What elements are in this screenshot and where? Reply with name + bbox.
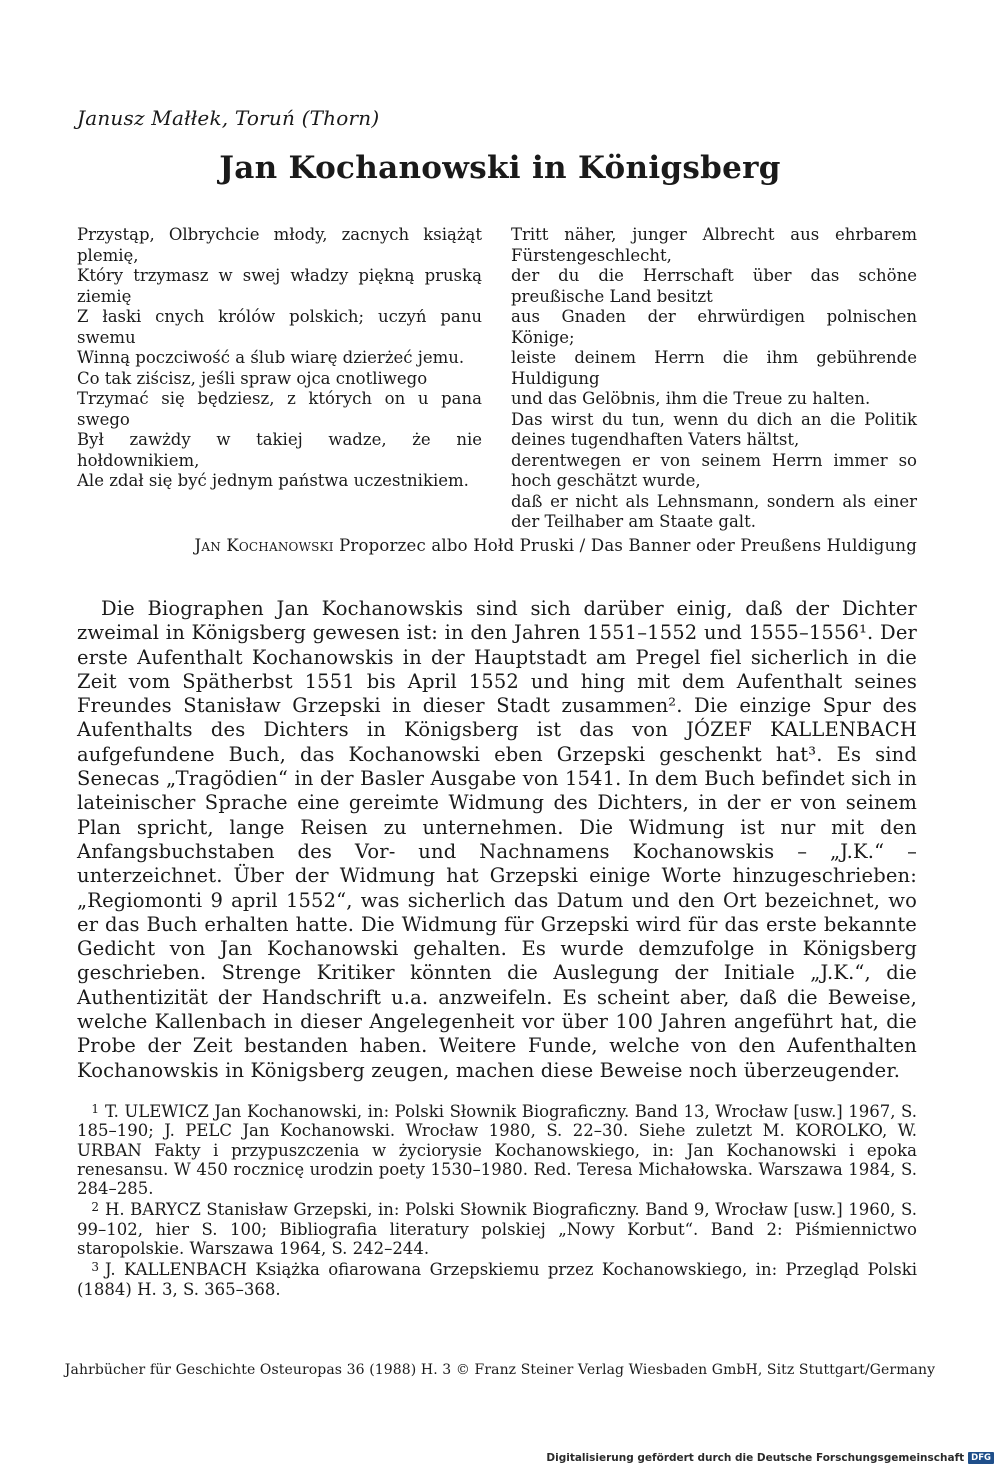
poem-german-line: Das wirst du tun, wenn du dich an die Politik deines tugendhaften Vaters hältst,	[511, 409, 917, 449]
footnote-number: 2	[91, 1200, 99, 1215]
footnote-number: 3	[91, 1260, 99, 1275]
poem-polish	[77, 225, 482, 492]
footnote-number: 1	[91, 1102, 99, 1116]
footnote-text: H. BARYCZ Stanisław Grzepski, in: Polski Słownik Biograficzny. Band 9, Wrocław [usw.] 1960, S. 99–102, hier S. 100; Bibliografia literatury polskiej „Nowy Korbut“. Band 2: Piśmiennictwo staropolskie. Warszawa 1964, S. 242–244.	[77, 1200, 917, 1259]
footnote-text: J. KALLENBACH Książka ofiarowana Grzepskiemu przez Kochanowskiego, in: Przegląd Polski (1884) H. 3, S. 365–368.	[77, 1260, 917, 1299]
poem-polish-line: Był zawżdy w takiej wadze, że nie hołdownikiem,	[77, 430, 482, 470]
article-title: Jan Kochanowski in Königsberg	[219, 150, 781, 186]
footnote-text: T. ULEWICZ Jan Kochanowski, in: Polski Słownik Biograficzny. Band 13, Wrocław [usw.] 1967, S. 185–190; J. PELC Jan Kochanowski. Wrocław 1980, S. 22–30. Siehe zuletzt M. KOROLKO, W. URBAN Fakty i przypuszczenia w życiorysie Kochanowskiego, in: Jan Kochanowski i epoka renesansu. W 450 rocznicę urodzin poety 1530–1980. Red. Teresa Michałowska. Warszawa 1984, S. 284–285.	[77, 1102, 917, 1199]
poem-german-line: der du die Herrschaft über das schöne preußische Land besitzt	[511, 266, 917, 306]
poem-polish-line: Z łaski cnych królów polskich; uczyń panu swemu	[77, 307, 482, 347]
journal-footer: Jahrbücher für Geschichte Osteuropas 36 (1988) H. 3 © Franz Steiner Verlag Wiesbaden GmbH, Sitz Stuttgart/Germany	[64, 1362, 936, 1378]
poem-german-line: derentwegen er von seinem Herrn immer so hoch geschätzt wurde,	[511, 450, 917, 490]
dfg-logo-icon: DFG	[968, 1452, 994, 1464]
poem-german	[511, 225, 917, 533]
author-line: Janusz Małłek, Toruń (Thorn)	[77, 106, 380, 130]
poem-german-line: daß er nicht als Lehnsmann, sondern als einer der Teilhaber am Staate galt.	[511, 491, 917, 531]
source-title: Proporzec albo Hołd Pruski / Das Banner oder Preußens Huldigung	[339, 536, 917, 555]
source-author: Jan Kochanowski	[194, 536, 334, 555]
footnote	[77, 1258, 917, 1299]
footnotes	[77, 1100, 917, 1299]
poem-german-line: Tritt näher, junger Albrecht aus ehrbarem Fürstengeschlecht,	[511, 225, 917, 265]
footnote	[77, 1198, 917, 1258]
dfg-notice-text: Digitalisierung gefördert durch die Deutsche Forschungsgemeinschaft	[546, 1452, 965, 1464]
poem-german-line: aus Gnaden der ehrwürdigen polnischen Könige;	[511, 307, 917, 347]
footnote	[77, 1100, 917, 1198]
poem-polish-line: Trzymać się będziesz, z których on u pana swego	[77, 389, 482, 429]
poem-polish-line: Który trzymasz w swej władzy piękną pruską ziemię	[77, 266, 482, 306]
poem-polish-line: Winną poczciwość a ślub wiarę dzierżeć jemu.	[77, 348, 465, 367]
poem-source	[0, 536, 917, 555]
body-paragraph: Die Biographen Jan Kochanowskis sind sich darüber einig, daß der Dichter zweimal in Königsberg gewesen ist: in den Jahren 1551–1552 und 1555–1556¹. Der erste Aufenthalt Kochanowskis in der Hauptstadt am Pregel fiel sicherlich in die Zeit vom Spätherbst 1551 bis April 1552 und hing mit dem Aufenthalt seines Freundes Stanisław Grzepski in dieser Stadt zusammen². Die einzige Spur des Aufenthalts des Dichters in Königsberg ist das von JÓZEF KALLENBACH aufgefundene Buch, das Kochanowski eben Grzepski geschenkt hat³. Es sind Senecas „Tragödien“ in der Basler Ausgabe von 1541. In dem Buch befindet sich in lateinischer Sprache eine gereimte Widmung des Dichters, in der er von seinem Plan spricht, lange Reisen zu unternehmen. Die Widmung ist nur mit den Anfangsbuchstaben des Vor- und Nachnamens Kochanowskis – „J.K.“ – unterzeichnet. Über der Widmung hat Grzepski einige Worte hinzugeschrieben: „Regiomonti 9 april 1552“, was sicherlich das Datum und den Ort bezeichnet, wo er das Buch erhalten hatte. Die Widmung für Grzepski wird für das erste bekannte Gedicht von Jan Kochanowski gehalten. Es wurde demzufolge in Königsberg geschrieben. Strenge Kritiker könnten die Auslegung der Initiale „J.K.“, die Authentizität der Handschrift u.a. anzweifeln. Es scheint aber, daß die Beweise, welche Kallenbach in dieser Angelegenheit vor über 100 Jahren angeführt hat, die Probe der Zeit bestanden haben. Weitere Funde, welche von den Aufenthalten Kochanowskis in Königsberg zeugen, machen diese Beweise noch überzeugender.	[77, 597, 917, 1082]
poem-german-line: und das Gelöbnis, ihm die Treue zu halten.	[511, 389, 871, 408]
poem-polish-line: Co tak ziścisz, jeśli spraw ojca cnotliwego	[77, 368, 428, 388]
dfg-notice	[546, 1452, 994, 1464]
poem-polish-line: Ale zdał się być jednym państwa uczestnikiem.	[77, 471, 469, 490]
poem-german-line: leiste deinem Herrn die ihm gebührende Huldigung	[511, 348, 917, 388]
poem-polish-line: Przystąp, Olbrychcie młody, zacnych książąt plemię,	[77, 225, 482, 265]
